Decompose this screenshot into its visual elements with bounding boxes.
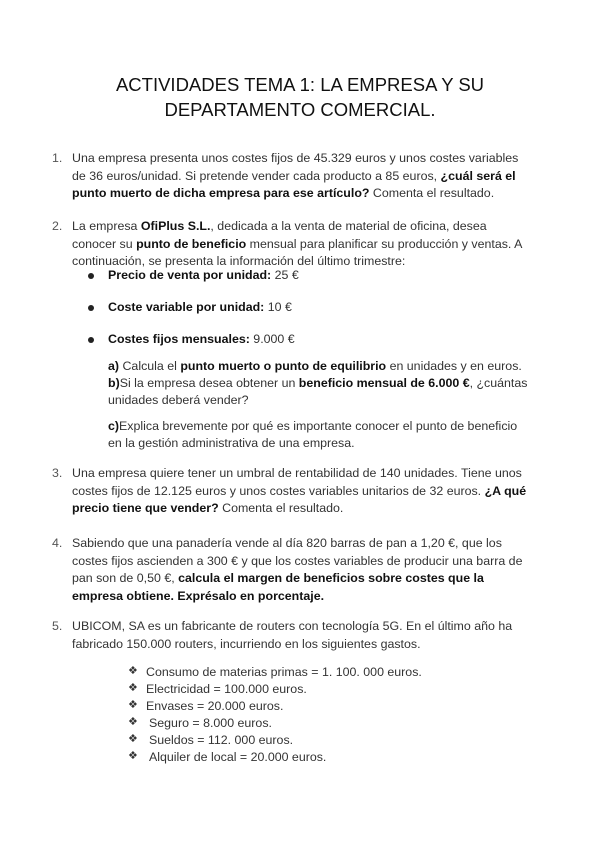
bullet-dot-icon	[88, 337, 94, 343]
title-line-2: DEPARTAMENTO COMERCIAL.	[164, 99, 436, 120]
subquestion-tag: c)	[108, 419, 120, 433]
diamond-bullet-icon: ❖	[128, 681, 138, 694]
bold-run: calcula el margen de beneficios sobre costes que la empresa obtiene. Exprésalo en porcentaje.	[72, 571, 484, 603]
question-text	[72, 150, 532, 203]
bullet-value: 10 €	[264, 300, 292, 314]
bold-run: punto de beneficio	[136, 236, 247, 251]
expense-text: Electricidad = 100.000 euros.	[146, 682, 307, 696]
bullet-text	[108, 332, 295, 346]
diamond-bullet-icon: ❖	[128, 664, 138, 677]
bullet-value: 9.000 €	[249, 332, 295, 346]
diamond-bullet-icon: ❖	[128, 698, 138, 711]
question-text: UBICOM, SA es un fabricante de routers con tecnología 5G. En el último año ha fabricado 150.000 routers, incurriendo en los siguientes gastos.	[72, 619, 513, 651]
question-number: 3.	[52, 466, 63, 480]
subquestion-c	[108, 418, 528, 452]
bullet-text	[108, 300, 292, 314]
text-run: Comenta el resultado.	[369, 186, 495, 200]
page-title	[60, 72, 540, 122]
expense-text: Seguro = 8.000 euros.	[149, 716, 272, 730]
subquestion-tag: b)	[108, 376, 120, 390]
text-run: mensual para planificar su producción y ventas. A continuación, se presenta la información del último trimestre:	[72, 236, 522, 268]
bold-run: punto muerto o punto de equilibrio	[180, 359, 387, 373]
bullet-dot-icon	[88, 305, 94, 311]
text-run: Una empresa quiere tener un umbral de rentabilidad de 140 unidades. Tiene unos costes fijos de 12.125 euros y unos costes variables unitarios de 32 euros.	[72, 466, 522, 498]
subquestion-b	[108, 375, 528, 409]
text-run: Una empresa presenta unos costes fijos de 45.329 euros y unos costes variables de 36 euros/unidad. Si pretende vender cada producto a 85 euros,	[72, 151, 519, 183]
expense-text: Sueldos = 112. 000 euros.	[149, 733, 294, 747]
bold-run: OfiPlus S.L.	[140, 219, 211, 233]
bullet-value: 25 €	[271, 268, 299, 282]
diamond-bullet-icon: ❖	[128, 749, 138, 762]
bullet-label: Precio de venta por unidad:	[108, 268, 272, 282]
question-text	[72, 465, 532, 518]
question-3	[52, 465, 532, 518]
subquestion-text	[108, 358, 528, 375]
expense-text: Envases = 20.000 euros.	[146, 699, 284, 713]
question-1	[52, 150, 532, 203]
expense-text: Alquiler de local = 20.000 euros.	[149, 750, 327, 764]
bold-run: ¿cuál será el punto muerto de dicha empresa para ese artículo?	[72, 168, 516, 200]
text-run: Explica brevemente por qué es importante conocer el punto de beneficio en la gestión administrativa de una empresa.	[108, 419, 518, 450]
title-line-1: ACTIVIDADES TEMA 1: LA EMPRESA Y SU	[115, 74, 485, 95]
bold-run: beneficio mensual de 6.000 €	[298, 376, 470, 390]
bullet-label: Coste variable por unidad:	[108, 300, 265, 314]
question-5	[52, 618, 532, 653]
text-run: , ¿cuántas unidades deberá vender?	[108, 376, 528, 407]
text-run: en unidades y en euros.	[386, 359, 522, 373]
subquestion-tag: a)	[108, 359, 120, 373]
question-number: 2.	[52, 219, 63, 233]
text-run: Si la empresa desea obtener un	[119, 376, 299, 390]
text-run: La empresa	[72, 219, 141, 233]
text-run: Calcula el	[119, 359, 181, 373]
diamond-bullet-icon: ❖	[128, 732, 138, 745]
question-text	[72, 535, 532, 605]
question-number: 4.	[52, 536, 63, 550]
bullet-dot-icon	[88, 273, 94, 279]
question-number: 1.	[52, 151, 63, 165]
text-run: Comenta el resultado.	[218, 501, 344, 515]
diamond-bullet-icon: ❖	[128, 715, 138, 728]
question-number: 5.	[52, 619, 63, 633]
text-run: Sabiendo que una panadería vende al día 820 barras de pan a 1,20 €, que los costes fijos ascienden a 300 € y que los costes variables de producir una barra de pan son de 0,50 €,	[72, 536, 523, 585]
bullet-label: Costes fijos mensuales:	[108, 332, 250, 346]
bold-run: ¿A qué precio tiene que vender?	[72, 483, 527, 515]
subquestion-a	[108, 358, 528, 375]
bullet-text	[108, 268, 299, 282]
expense-text: Consumo de materias primas = 1. 100. 000 euros.	[146, 665, 422, 679]
question-2	[52, 218, 532, 271]
text-run: , dedicada a la venta de material de oficina, desea conocer su	[72, 219, 487, 251]
subquestion-text	[108, 375, 528, 409]
question-4	[52, 535, 532, 605]
subquestion-text	[108, 418, 528, 452]
question-text	[72, 218, 532, 271]
